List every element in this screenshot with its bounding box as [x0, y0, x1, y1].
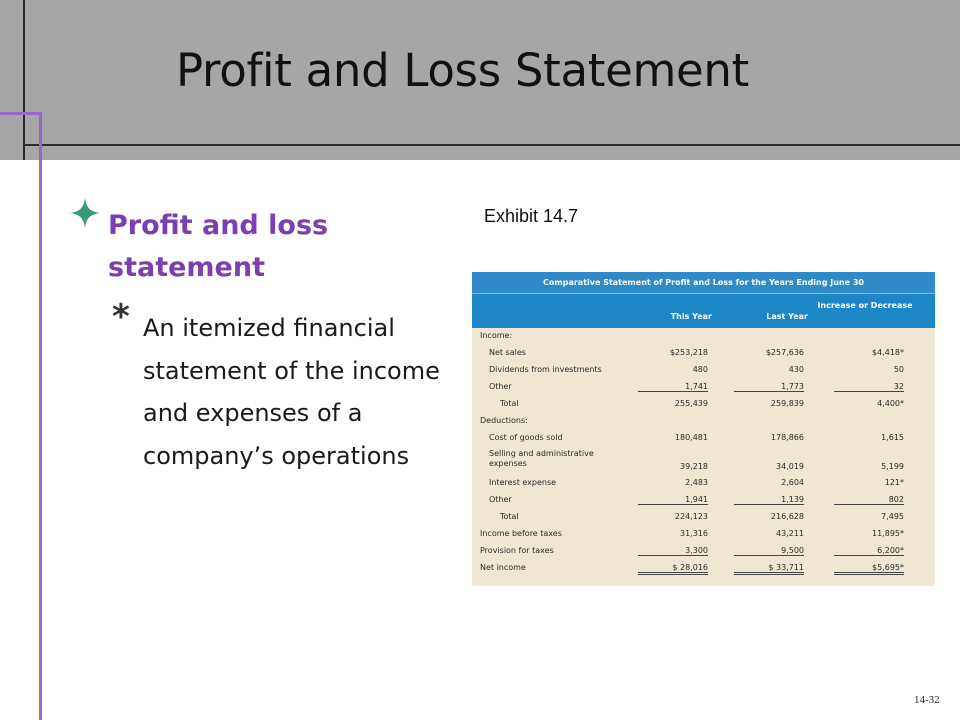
table-row — [472, 475, 935, 492]
table-row — [472, 413, 935, 430]
cell-change: 4,400* — [877, 399, 904, 408]
row-label: Income: — [480, 331, 513, 340]
table-row — [472, 379, 935, 396]
column-header-change: Increase or Decrease — [817, 301, 913, 310]
table-row — [472, 447, 935, 475]
cell-this-year: 480 — [692, 365, 708, 374]
frame-line-dark-horizontal — [23, 144, 960, 146]
cell-this-year: 39,218 — [680, 462, 708, 471]
row-label: Deductions: — [480, 416, 528, 425]
table-row — [472, 362, 935, 379]
cell-change: $5,695* — [834, 563, 904, 575]
table-row — [472, 430, 935, 447]
cell-last-year: 216,628 — [770, 512, 804, 521]
cell-change: 1,615 — [881, 433, 904, 442]
cell-last-year: 9,500 — [734, 546, 804, 556]
frame-line-purple-vertical — [39, 112, 42, 720]
cell-this-year: $ 28,016 — [638, 563, 708, 575]
row-label: Total — [500, 399, 519, 408]
bullet-level1-text: Profit and loss statement — [108, 210, 329, 283]
cell-last-year: $257,636 — [765, 348, 804, 357]
row-label: Selling and administrative expenses — [489, 449, 594, 468]
column-header-this-year: This Year — [670, 312, 712, 321]
cell-this-year: 3,300 — [638, 546, 708, 556]
cell-change: 11,895* — [872, 529, 904, 538]
cell-last-year: 259,839 — [770, 399, 804, 408]
cell-change: $4,418* — [872, 348, 904, 357]
cell-last-year: 178,866 — [770, 433, 804, 442]
pl-statement-table — [472, 272, 935, 586]
cell-change: 802 — [834, 495, 904, 505]
row-label: Net income — [480, 563, 526, 572]
slide-title: Profit and Loss Statement — [176, 44, 749, 97]
cell-this-year: 1,741 — [638, 382, 708, 392]
cell-this-year: $253,218 — [669, 348, 708, 357]
cell-last-year: 430 — [788, 365, 804, 374]
cell-change: 6,200* — [834, 546, 904, 556]
table-row — [472, 345, 935, 362]
cell-change: 121* — [884, 478, 904, 487]
cell-this-year: 255,439 — [674, 399, 708, 408]
table-caption: Comparative Statement of Profit and Loss for the Years Ending June 30 — [472, 272, 935, 293]
table-row — [472, 328, 935, 345]
frame-line-dark-vertical — [23, 0, 25, 160]
row-label: Provision for taxes — [480, 546, 554, 555]
cell-last-year: $ 33,711 — [734, 563, 804, 575]
cell-change: 7,495 — [881, 512, 904, 521]
frame-line-purple-horizontal — [0, 112, 42, 115]
row-label: Total — [500, 512, 519, 521]
cell-change: 50 — [893, 365, 904, 374]
row-label: Income before taxes — [480, 529, 562, 538]
cell-this-year: 224,123 — [674, 512, 708, 521]
cell-last-year: 2,604 — [781, 478, 804, 487]
asterisk-icon: * — [112, 297, 130, 337]
four-point-star-icon — [68, 196, 102, 230]
cell-change: 5,199 — [881, 462, 904, 471]
table-row — [472, 396, 935, 413]
cell-last-year: 1,139 — [734, 495, 804, 505]
row-label: Net sales — [489, 348, 526, 357]
table-body — [472, 328, 935, 577]
row-label: Dividends from investments — [489, 365, 602, 374]
column-header-last-year: Last Year — [766, 312, 808, 321]
row-label: Cost of goods sold — [489, 433, 563, 442]
cell-this-year: 1,941 — [638, 495, 708, 505]
cell-this-year: 180,481 — [674, 433, 708, 442]
row-label: Other — [489, 495, 512, 504]
table-header — [472, 293, 935, 328]
table-row — [472, 509, 935, 526]
cell-this-year: 2,483 — [685, 478, 708, 487]
exhibit-label: Exhibit 14.7 — [484, 206, 579, 226]
cell-last-year: 34,019 — [776, 462, 804, 471]
cell-last-year: 43,211 — [776, 529, 804, 538]
row-label: Other — [489, 382, 512, 391]
row-label: Interest expense — [489, 478, 557, 487]
cell-this-year: 31,316 — [680, 529, 708, 538]
cell-change: 32 — [834, 382, 904, 392]
cell-last-year: 1,773 — [734, 382, 804, 392]
table-row — [472, 543, 935, 560]
table-row — [472, 560, 935, 577]
slide-number: 14-32 — [914, 694, 940, 706]
table-row — [472, 492, 935, 509]
bullet-level2-text: An itemized financial statement of the income and expenses of a company’s operations — [143, 314, 440, 470]
table-row — [472, 526, 935, 543]
